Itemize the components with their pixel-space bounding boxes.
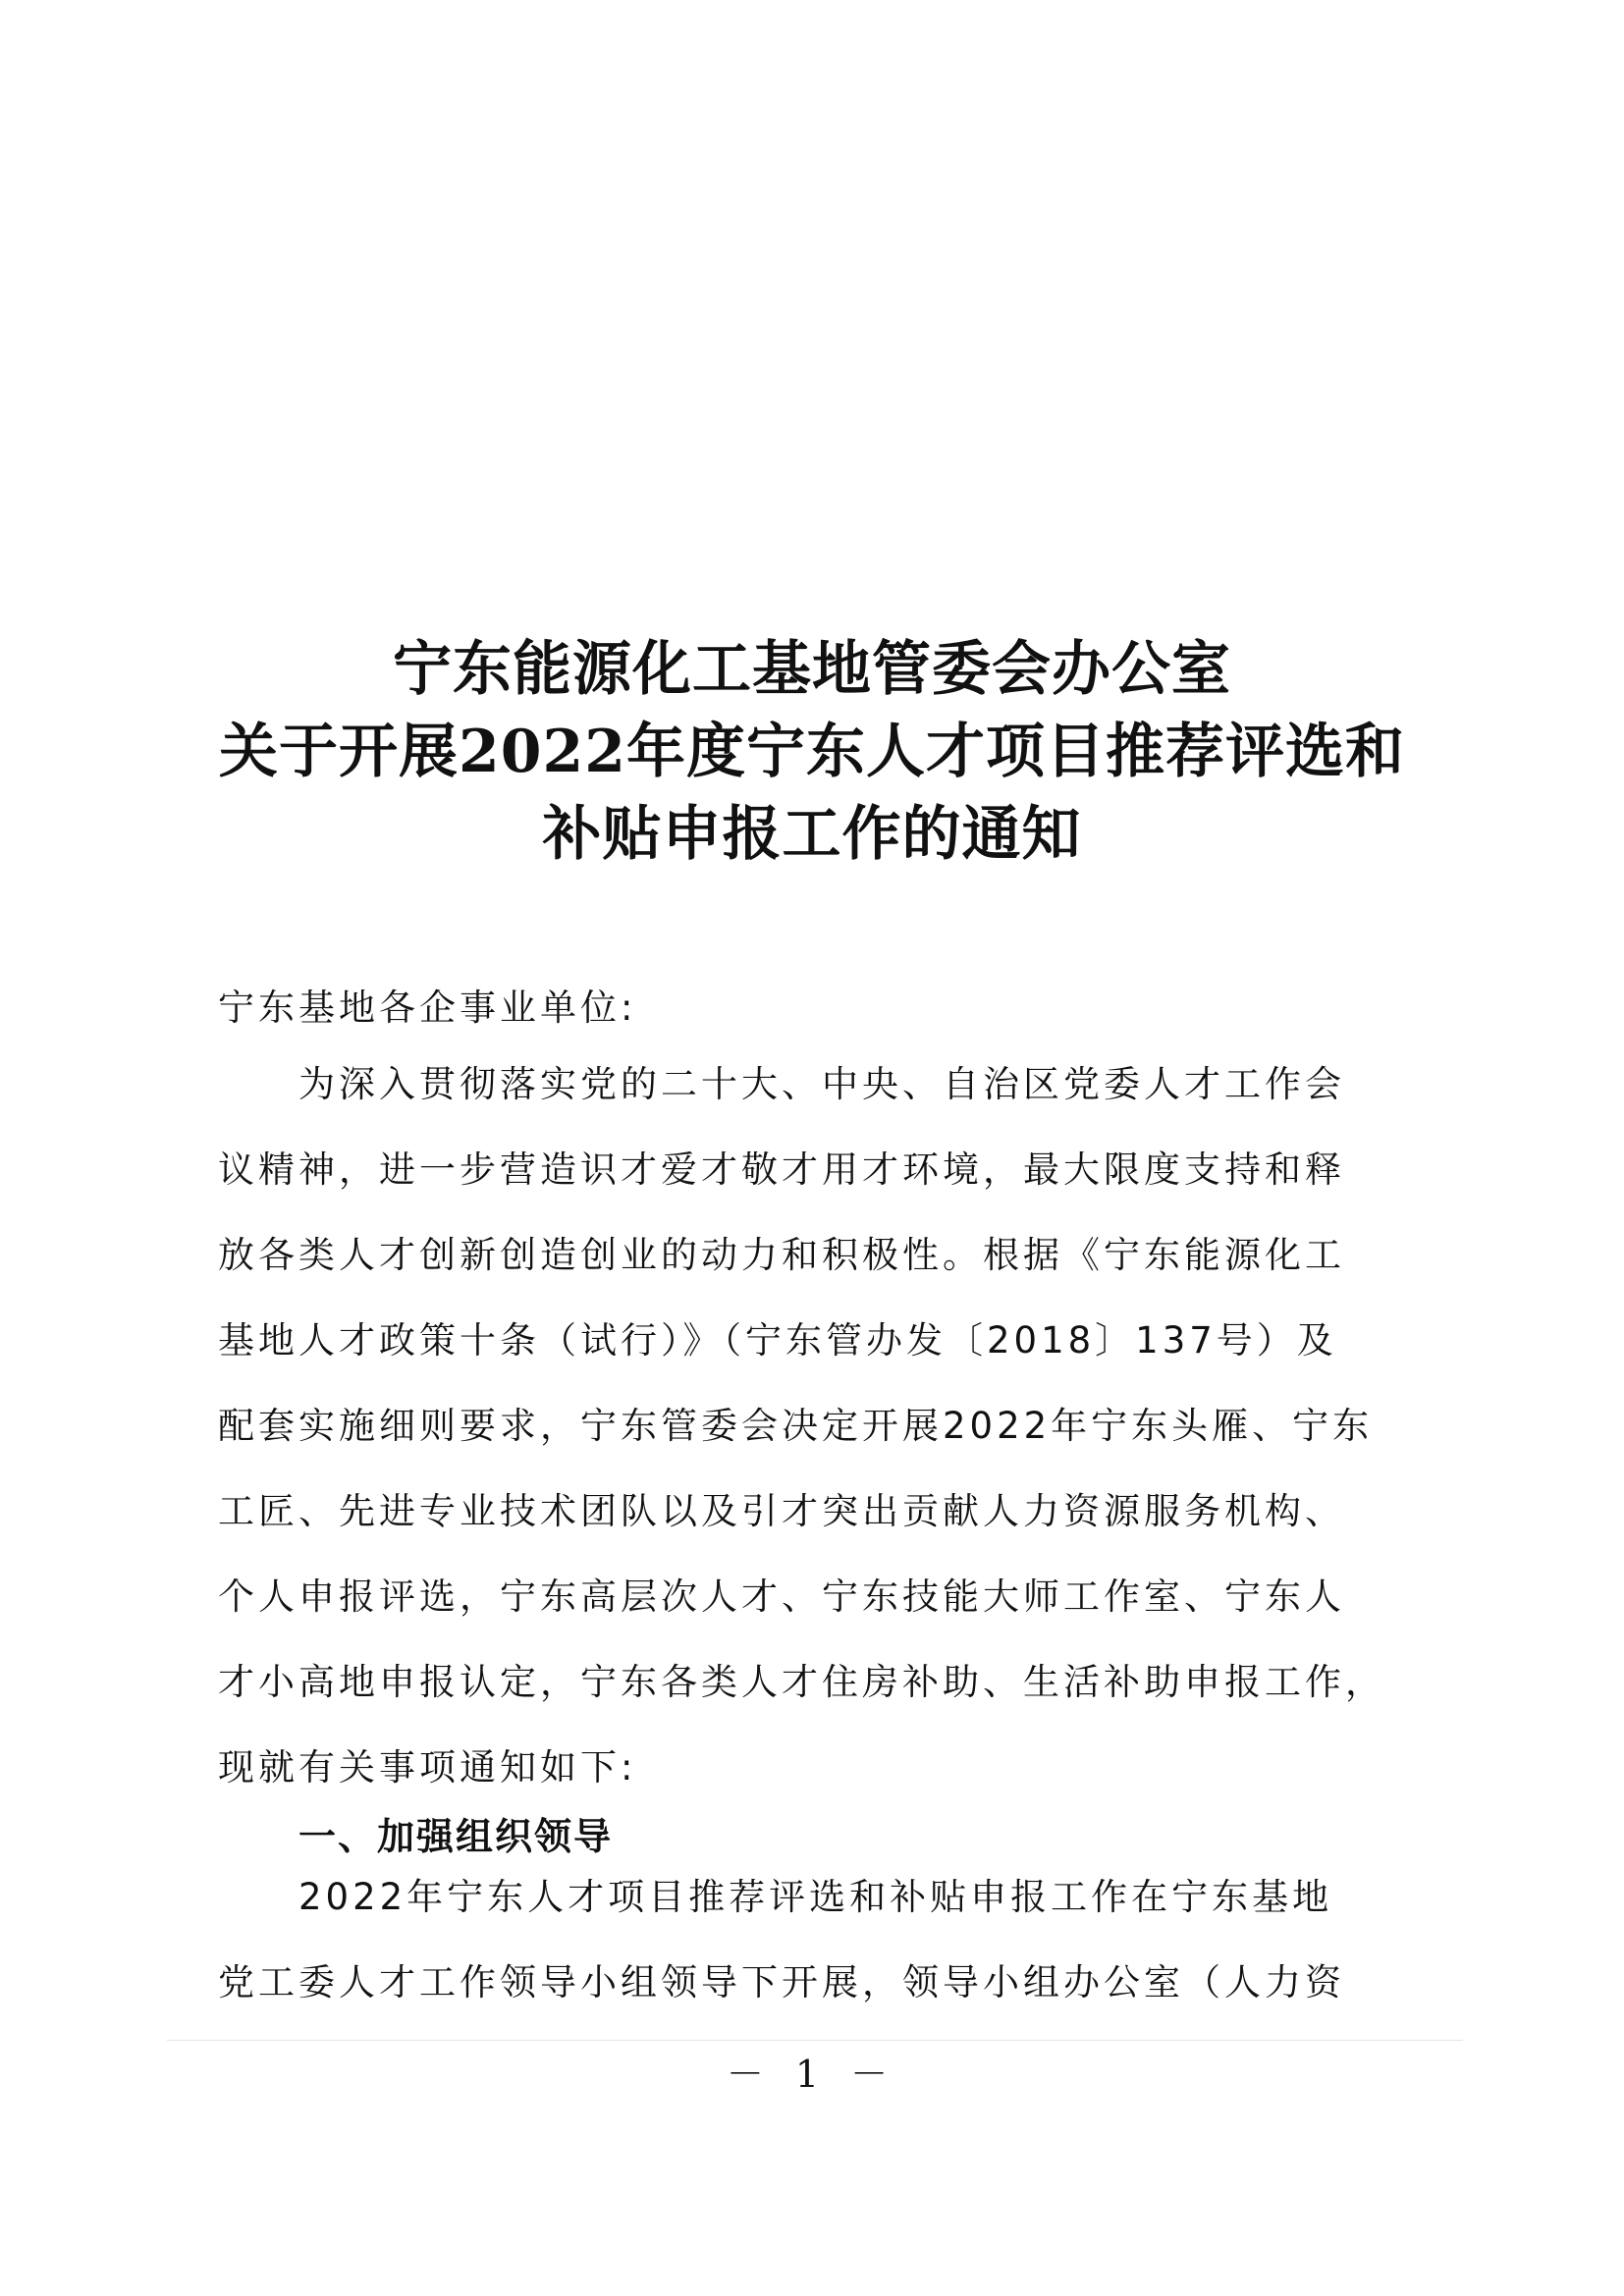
paragraph-line: 基地人才政策十条（试行）》（宁东管办发〔2018〕137号）及	[218, 1319, 1337, 1362]
section-heading-1: 一、加强组织领导	[298, 1815, 614, 1858]
salutation: 宁东基地各企事业单位:	[218, 987, 637, 1029]
paragraph-line: 工匠、先进专业技术团队以及引才突出贡献人力资源服务机构、	[218, 1490, 1345, 1532]
document-title	[0, 628, 1624, 876]
paragraph-line: 2022年宁东人才项目推荐评选和补贴申报工作在宁东基地	[298, 1876, 1333, 1918]
paragraph-line: 党工委人才工作领导小组领导下开展，领导小组办公室（人力资	[218, 1961, 1345, 2003]
paragraph-line: 个人申报评选，宁东高层次人才、宁东技能大师工作室、宁东人	[218, 1575, 1345, 1618]
footer-divider	[167, 2040, 1463, 2041]
paragraph-line: 为深入贯彻落实党的二十大、中央、自治区党委人才工作会	[298, 1063, 1345, 1105]
title-line-2: 关于开展2022年度宁东人才项目推荐评选和	[219, 718, 1405, 786]
page-number: － 1 －	[726, 2053, 898, 2096]
paragraph-intro	[218, 1041, 1410, 1810]
paragraph-line: 议精神，进一步营造识才爱才敬才用才环境，最大限度支持和释	[218, 1148, 1345, 1191]
title-line-3: 补贴申报工作的通知	[542, 800, 1082, 869]
paragraph-line: 才小高地申报认定，宁东各类人才住房补助、生活补助申报工作，	[218, 1661, 1385, 1703]
paragraph-section-1	[218, 1854, 1410, 2025]
title-line-1: 宁东能源化工基地管委会办公室	[393, 635, 1231, 704]
paragraph-line: 配套实施细则要求，宁东管委会决定开展2022年宁东头雁、宁东	[218, 1405, 1374, 1447]
paragraph-line: 放各类人才创新创造创业的动力和积极性。根据《宁东能源化工	[218, 1234, 1345, 1276]
paragraph-line: 现就有关事项通知如下:	[218, 1746, 637, 1789]
